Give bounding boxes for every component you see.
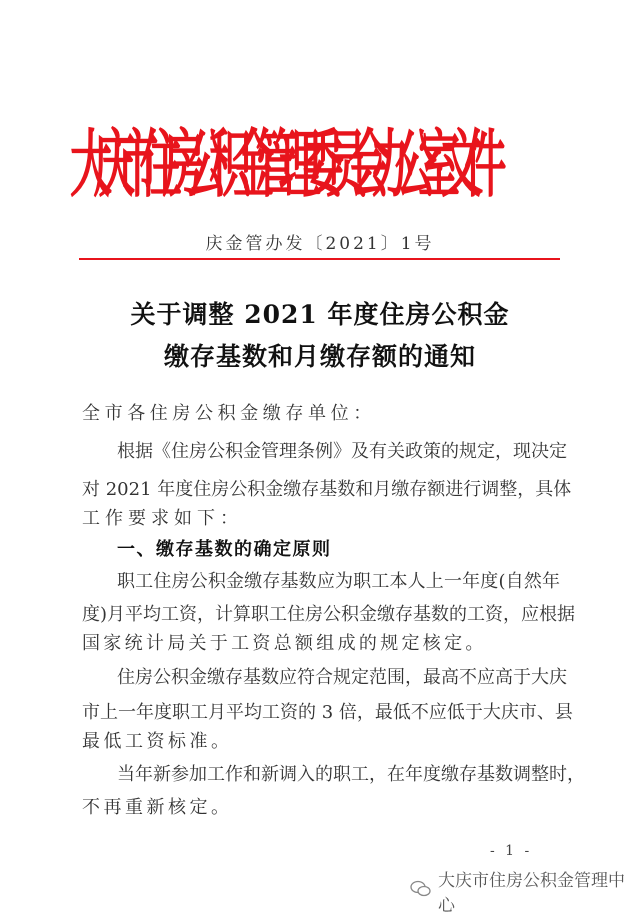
watermark (410, 866, 640, 916)
red-divider (79, 258, 560, 260)
notice-title-line1: 关于调整 2021 年度住房公积金 (130, 300, 510, 329)
paragraph-line: 国家统计局关于工资总额组成的规定核定。 (82, 633, 487, 654)
paragraph-line: 根据《住房公积金管理条例》及有关政策的规定，现决定 (117, 441, 567, 462)
paragraph-line: 不再重新核定。 (82, 797, 233, 818)
paragraph-line: 当年新参加工作和新调入的职工，在年度缴存基数调整时， (117, 764, 585, 785)
notice-title-line2: 缴存基数和月缴存额的通知 (163, 342, 476, 371)
document-header-title: 大庆市住房公积金管理委员会办公室文件 (70, 121, 488, 207)
page-number: - 1 - (490, 843, 533, 859)
watermark-text: 大庆市住房公积金管理中心 (438, 871, 625, 916)
section-heading: 一、缴存基数的确定原则 (117, 539, 332, 560)
document-number: 庆金管办发〔2021〕1号 (205, 234, 435, 254)
paragraph-line: 职工住房公积金缴存基数应为职工本人上一年度(自然年 (117, 571, 560, 592)
paragraph-line: 市上一年度职工月平均工资的 3 倍，最低不应低于大庆市、县 (82, 702, 573, 723)
paragraph-line: 住房公积金缴存基数应符合规定范围，最高不应高于大庆 (117, 667, 567, 688)
paragraph-line: 工作要求如下： (82, 508, 243, 529)
paragraph-line: 最低工资标准。 (82, 731, 233, 752)
paragraph-line: 度)月平均工资，计算职工住房公积金缴存基数的工资，应根据 (82, 604, 576, 625)
addressee: 全市各住房公积金缴存单位： (82, 403, 376, 424)
wechat-icon (410, 880, 432, 903)
paragraph-line: 对 2021 年度住房公积金缴存基数和月缴存额进行调整，具体 (82, 479, 572, 500)
